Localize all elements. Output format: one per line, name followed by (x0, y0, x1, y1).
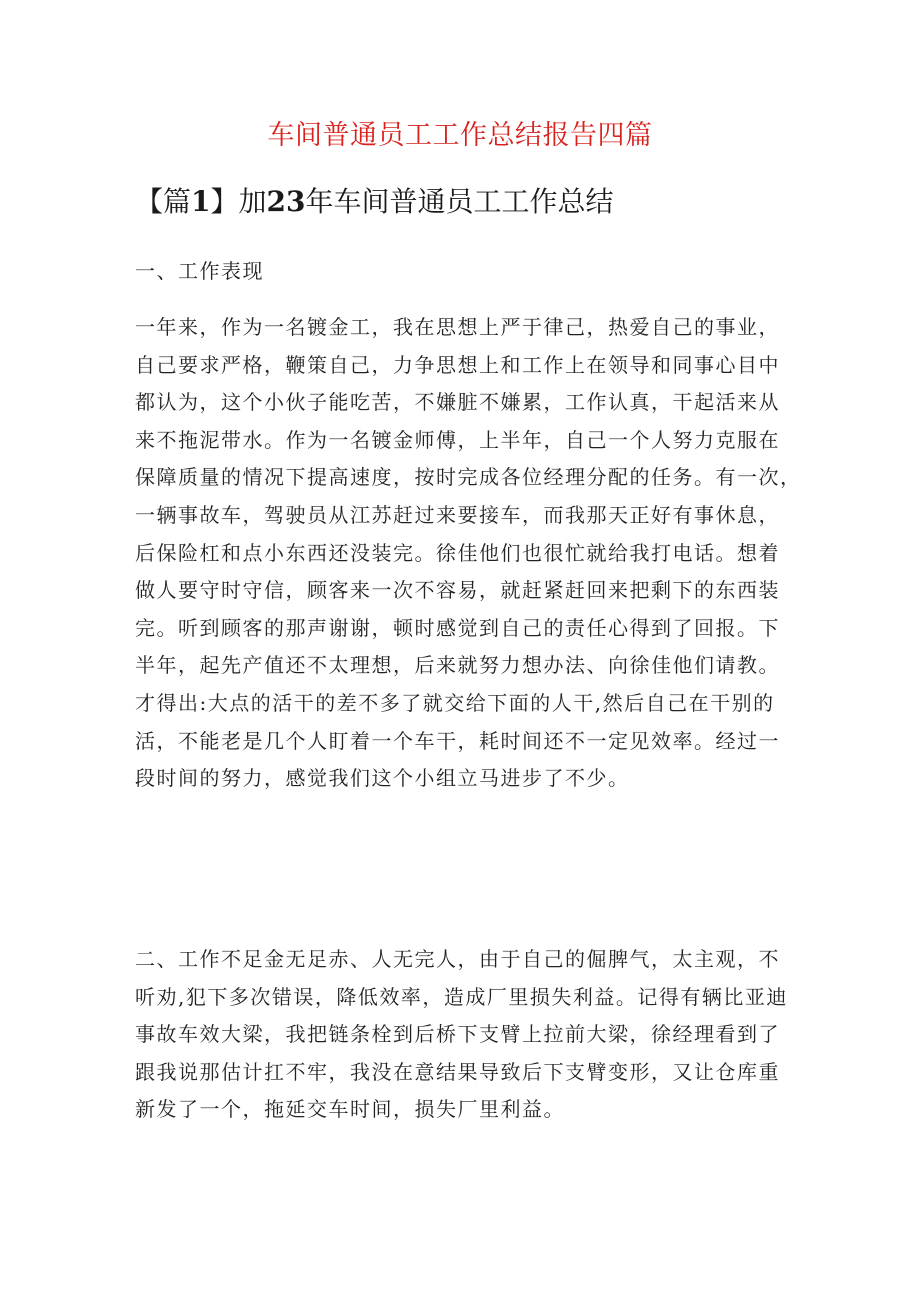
subheading-work-performance: 一、工作表现 (135, 259, 264, 283)
paragraph-line: 活，不能老是几个人盯着一个车干，耗时间还不一定见效率。经过一 (135, 728, 780, 753)
paragraph-line: 来不拖泥带水。作为一名镀金师傅，上半年，自己一个人努力克服在 (135, 427, 780, 452)
heading-suffix: 年车间普通员工工作总结 (305, 185, 614, 218)
paragraph-line: 新发了一个，拖延交车时间，损失厂里利益。 (135, 1097, 565, 1122)
paragraph-line: 听劝,犯下多次错误，降低效率，造成厂里损失利益。记得有辆比亚迪 (135, 984, 788, 1009)
paragraph-line: 一年来，作为一名镀金工，我在思想上严于律己，热爱自己的事业， (135, 315, 780, 339)
paragraph-work-shortcomings (135, 941, 795, 1129)
paragraph-line: 都认为，这个小伙子能吃苦，不嫌脏不嫌累，工作认真，干起活来从 (135, 390, 780, 415)
document-title: 车间普通员工工作总结报告四篇 (267, 120, 653, 151)
paragraph-line: 段时间的努力，感觉我们这个小组立马进步了不少。 (135, 766, 630, 791)
paragraph-line: 二、工作不足金无足赤、人无完人，由于自己的倔脾气，太主观，不 (135, 947, 780, 971)
paragraph-line: 半年，起先产值还不太理想，后来就努力想办法、向徐佳他们请教。 (135, 653, 780, 678)
heading-bracket: 】加 (210, 185, 267, 218)
paragraph-line: 事故车效大梁，我把链条栓到后桥下支臂上拉前大梁，徐经理看到了 (135, 1022, 780, 1047)
paragraph-line: 做人要守时守信，顾客来一次不容易，就赶紧赶回来把剩下的东西装 (135, 578, 780, 603)
paragraph-line: 保障质量的情况下提高速度，按时完成各位经理分配的任务。有一次， (135, 465, 802, 490)
heading-year: 23 (266, 185, 306, 218)
paragraph-line: 完。听到顾客的那声谢谢，顿时感觉到自己的责任心得到了回报。下 (135, 615, 780, 640)
paragraph-line: 才得出:大点的活干的差不多了就交给下面的人干,然后自己在干别的 (135, 690, 775, 715)
paragraph-line: 后保险杠和点小东西还没装完。徐佳他们也很忙就给我打电话。想着 (135, 540, 780, 565)
paragraph-line: 一辆事故车，驾驶员从江苏赶过来要接车，而我那天正好有事休息， (135, 502, 780, 527)
heading-prefix: 【篇 (135, 185, 192, 218)
paragraph-line: 自己要求严格，鞭策自己，力争思想上和工作上在领导和同事心目中 (135, 352, 780, 377)
heading-number: 1 (191, 185, 211, 218)
paragraph-line: 跟我说那估计扛不牢，我没在意结果导致后下支臂变形，又让仓库重 (135, 1059, 780, 1084)
paragraph-work-performance (135, 309, 802, 798)
section-heading (135, 182, 835, 222)
